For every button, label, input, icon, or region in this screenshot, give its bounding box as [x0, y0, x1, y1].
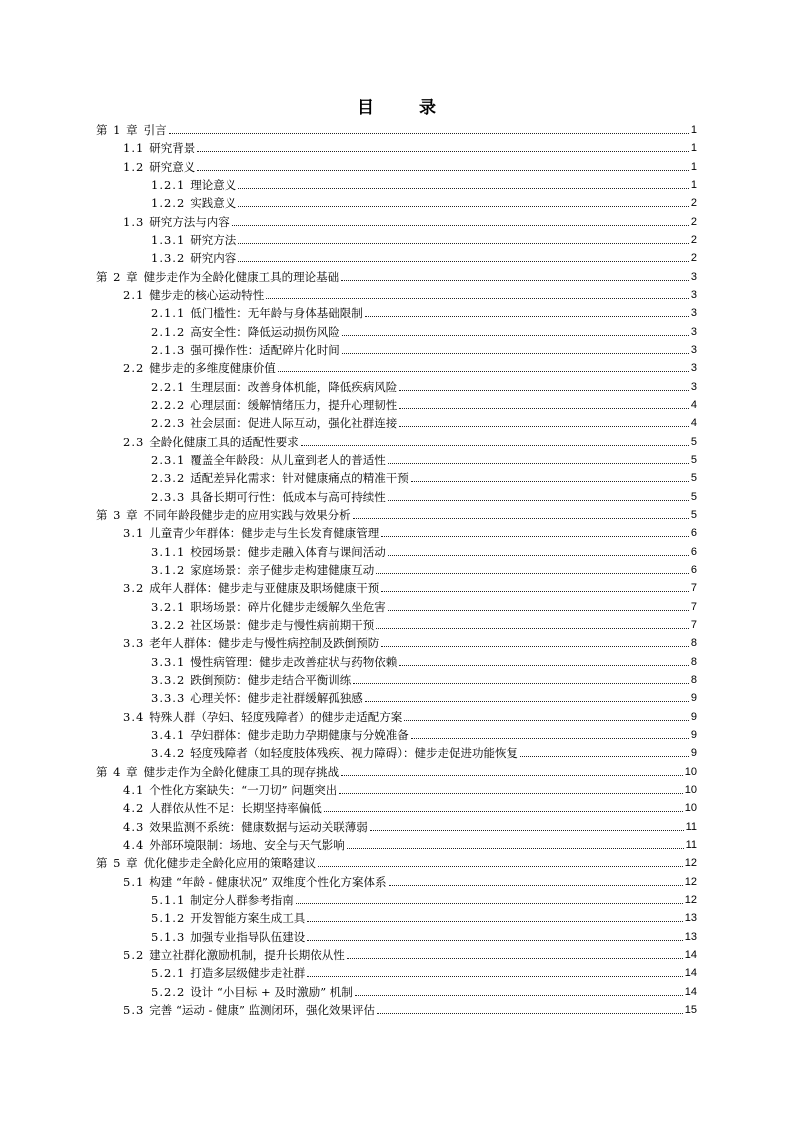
- toc-entry-number: 3.3.2: [151, 672, 186, 687]
- toc-entry-number: 3.4.2: [151, 746, 186, 761]
- toc-dot-leader: [197, 170, 689, 171]
- toc-entry-title: 开发智能方案生成工具: [190, 911, 306, 926]
- toc-entry-page-number: 12: [684, 875, 697, 888]
- toc-entry-number: 3.3.3: [151, 691, 186, 706]
- toc-entry-number: 2.3.3: [151, 489, 186, 504]
- toc-entry-title: 覆盖全年龄段：从儿童到老人的普适性: [190, 452, 386, 467]
- toc-entry[interactable]: [123, 817, 697, 835]
- toc-entry-number: 3.1.1: [151, 544, 186, 559]
- toc-entry[interactable]: [151, 982, 697, 1000]
- toc-entry-page-number: 4: [690, 417, 697, 430]
- toc-entry-title: 心理关怀：健步走社群缓解孤独感: [190, 691, 363, 706]
- toc-dot-leader: [339, 793, 683, 794]
- toc-entry-title: 研究方法: [190, 232, 237, 247]
- toc-entry-page-number: 1: [690, 124, 697, 136]
- toc-entry-number: 1.2: [123, 159, 145, 174]
- toc-entry-number: 第 5 章: [96, 856, 139, 871]
- toc-entry[interactable]: [123, 1000, 697, 1018]
- toc-dot-leader: [232, 225, 689, 226]
- toc-entry-number: 3.4.1: [151, 727, 186, 742]
- toc-entry-number: 第 4 章: [96, 764, 139, 779]
- toc-entry-number: 5.1.2: [151, 911, 186, 926]
- toc-entry-number: 2.3.1: [151, 452, 186, 467]
- toc-dot-leader: [388, 610, 689, 611]
- toc-entry-page-number: 14: [684, 985, 697, 998]
- toc-entry-title: 生理层面：改善身体机能，降低疾病风险: [190, 379, 398, 394]
- toc-entry[interactable]: [151, 395, 697, 413]
- toc-entry-number: 5.1.1: [151, 892, 186, 907]
- toc-entry-title: 轻度残障者（如轻度肢体残疾、视力障碍）：健步走促进功能恢复: [190, 746, 519, 761]
- toc-entry-title: 全龄化健康工具的适配性要求: [149, 434, 299, 449]
- toc-entry-page-number: 3: [690, 343, 697, 356]
- toc-entry-title: 打造多层级健步走社群: [190, 966, 306, 981]
- toc-dot-leader: [381, 591, 689, 592]
- toc-dot-leader: [301, 445, 689, 446]
- toc-dot-leader: [399, 426, 689, 427]
- toc-dot-leader: [388, 463, 689, 464]
- toc-entry-number: 第 1 章: [96, 123, 139, 137]
- toc-entry[interactable]: [151, 193, 697, 211]
- toc-dot-leader: [411, 738, 689, 739]
- toc-entry-number: 1.3: [123, 214, 145, 229]
- toc-entry-number: 1.3.2: [151, 251, 186, 266]
- toc-entry-title: 老年人群体：健步走与慢性病控制及跌倒预防: [149, 636, 380, 651]
- toc-dot-leader: [388, 555, 689, 556]
- toc-entry[interactable]: [151, 450, 697, 468]
- toc-entry-page-number: 3: [690, 288, 697, 301]
- toc-entry-title: 儿童青少年群体：健步走与生长发育健康管理: [149, 526, 380, 541]
- toc-entry-number: 5.1.3: [151, 929, 186, 944]
- toc-entry[interactable]: [123, 138, 697, 156]
- toc-entry-number: 3.2.2: [151, 617, 186, 632]
- toc-entry[interactable]: [123, 835, 697, 853]
- toc-entry[interactable]: [151, 413, 697, 431]
- toc-entry[interactable]: [123, 780, 697, 798]
- toc-entry-page-number: 11: [685, 838, 697, 851]
- toc-entry[interactable]: [151, 322, 697, 340]
- toc-entry-page-number: 15: [684, 1003, 697, 1016]
- toc-entry-title: 慢性病管理：健步走改善症状与药物依赖: [190, 654, 398, 669]
- toc-entry-page-number: 6: [690, 545, 697, 558]
- toc-entry-number: 3.1.2: [151, 562, 186, 577]
- toc-entry[interactable]: [123, 872, 697, 890]
- toc-entry-number: 1.1: [123, 141, 145, 156]
- toc-entry-title: 研究方法与内容: [149, 214, 230, 229]
- toc-dot-leader: [296, 903, 683, 904]
- toc-entry-title: 具备长期可行性：低成本与高可持续性: [190, 489, 386, 504]
- toc-entry-number: 1.2.2: [151, 196, 186, 211]
- toc-entry[interactable]: [151, 340, 697, 358]
- toc-entry-title: 加强专业指导队伍建设: [190, 929, 306, 944]
- toc-dot-leader: [341, 280, 689, 281]
- toc-dot-leader: [347, 848, 684, 849]
- toc-entry-title: 健步走作为全龄化健康工具的理论基础: [143, 269, 340, 284]
- toc-entry-page-number: 2: [690, 197, 697, 210]
- toc-entry-number: 5.2.1: [151, 966, 186, 981]
- toc-title: 目 录: [357, 98, 450, 118]
- toc-entry[interactable]: [123, 633, 697, 651]
- toc-entry-page-number: 12: [684, 893, 697, 906]
- toc-entry-number: 3.3: [123, 636, 145, 651]
- toc-entry[interactable]: [151, 542, 697, 560]
- toc-dot-leader: [353, 518, 689, 519]
- toc-entry-number: 5.2: [123, 947, 145, 962]
- toc-entry-title: 引言: [143, 123, 167, 137]
- toc-entry-number: 2.1: [123, 287, 145, 302]
- toc-entry[interactable]: [123, 432, 697, 450]
- toc-entry-page-number: 10: [684, 765, 697, 778]
- toc-entry-title: 制定分人群参考指南: [190, 892, 294, 907]
- toc-entry-title: 不同年龄段健步走的应用实践与效果分析: [143, 507, 351, 522]
- toc-entry[interactable]: [123, 945, 697, 963]
- toc-dot-leader: [307, 976, 682, 977]
- toc-entry-page-number: 5: [690, 508, 697, 521]
- toc-entry[interactable]: [151, 597, 697, 615]
- toc-entry-title: 社区场景：健步走与慢性病前期干预: [190, 617, 375, 632]
- toc-dot-leader: [341, 775, 683, 776]
- toc-dot-leader: [381, 646, 689, 647]
- toc-dot-leader: [169, 133, 689, 134]
- toc-entry-page-number: 3: [690, 380, 697, 393]
- toc-entry-title: 成年人群体：健步走与亚健康及职场健康干预: [149, 581, 380, 596]
- toc-entry-title: 实践意义: [190, 196, 237, 211]
- toc-entry-page-number: 6: [690, 563, 697, 576]
- toc-entry-number: 2.2.3: [151, 416, 186, 431]
- toc-dot-leader: [389, 885, 683, 886]
- toc-entry-page-number: 3: [690, 270, 697, 283]
- toc-entry[interactable]: [151, 890, 697, 908]
- toc-entry-number: 1.2.1: [151, 177, 186, 192]
- toc-dot-leader: [342, 353, 689, 354]
- toc-entry-number: 3.4: [123, 709, 145, 724]
- toc-entry-title: 低门槛性：无年龄与身体基础限制: [190, 306, 363, 321]
- toc-entry-title: 职场场景：碎片化健步走缓解久坐危害: [190, 599, 386, 614]
- toc-entry-title: 人群依从性不足：长期坚持率偏低: [149, 801, 322, 816]
- toc-entry-page-number: 10: [684, 783, 697, 796]
- toc-entry[interactable]: [96, 853, 697, 871]
- toc-dot-leader: [238, 261, 689, 262]
- toc-entry-title: 高安全性：降低运动损伤风险: [190, 324, 340, 339]
- toc-entry-page-number: 5: [690, 490, 697, 503]
- toc-dot-leader: [355, 995, 683, 996]
- toc-entry-title: 完善 “运动 - 健康” 监测闭环，强化效果评估: [149, 1002, 376, 1017]
- toc-entry[interactable]: [151, 560, 697, 578]
- toc-entry-number: 2.2: [123, 361, 145, 376]
- toc-entry-page-number: 2: [690, 215, 697, 228]
- toc-dot-leader: [388, 500, 689, 501]
- toc-entry[interactable]: [151, 230, 697, 248]
- toc-entry[interactable]: [123, 798, 697, 816]
- toc-dot-leader: [307, 921, 682, 922]
- toc-entry-title: 个性化方案缺失：“一刀切” 问题突出: [149, 782, 338, 797]
- toc-entry-page-number: 5: [690, 472, 697, 485]
- toc-entry-page-number: 5: [690, 453, 697, 466]
- toc-entry-number: 5.3: [123, 1002, 145, 1017]
- toc-entry[interactable]: [151, 688, 697, 706]
- toc-entry-page-number: 1: [690, 160, 697, 173]
- toc-entry-number: 2.1.1: [151, 306, 186, 321]
- toc-entry[interactable]: [151, 652, 697, 670]
- toc-entry-title: 理论意义: [190, 177, 237, 192]
- toc-entry-number: 2.2.1: [151, 379, 186, 394]
- toc-entry[interactable]: [151, 303, 697, 321]
- toc-entry[interactable]: [151, 963, 697, 981]
- toc-dot-leader: [238, 206, 689, 207]
- toc-entry-page-number: 8: [690, 655, 697, 668]
- toc-entry-page-number: 13: [684, 912, 697, 925]
- toc-entry[interactable]: [123, 212, 697, 230]
- toc-entry[interactable]: [151, 615, 697, 633]
- toc-dot-leader: [238, 243, 689, 244]
- toc-dot-leader: [370, 830, 684, 831]
- toc-entry-number: 3.3.1: [151, 654, 186, 669]
- toc-entry-title: 研究内容: [190, 251, 237, 266]
- toc-entry[interactable]: [151, 908, 697, 926]
- toc-entry-number: 5.1: [123, 874, 145, 889]
- toc-entry[interactable]: [151, 743, 697, 761]
- toc-dot-leader: [365, 316, 689, 317]
- toc-entry-page-number: 5: [690, 435, 697, 448]
- toc-dot-leader: [377, 1013, 683, 1014]
- toc-entry-title: 健步走作为全龄化健康工具的现存挑战: [143, 764, 340, 779]
- toc-dot-leader: [520, 756, 689, 757]
- toc-entry-title: 设计 “小目标 + 及时激励” 机制: [190, 984, 353, 999]
- toc-entry[interactable]: [151, 670, 697, 688]
- toc-entry-number: 2.2.2: [151, 397, 186, 412]
- toc-entry-page-number: 12: [684, 857, 697, 870]
- toc-entry-page-number: 9: [690, 728, 697, 741]
- toc-entry[interactable]: [151, 248, 697, 266]
- toc-entry-page-number: 6: [690, 527, 697, 540]
- toc-entry[interactable]: [151, 468, 697, 486]
- toc-entry-page-number: 3: [690, 362, 697, 375]
- toc-entry-title: 校园场景：健步走融入体育与课间活动: [190, 544, 386, 559]
- toc-entry[interactable]: [96, 267, 697, 285]
- toc-entry-number: 2.3: [123, 434, 145, 449]
- toc-entry[interactable]: [123, 707, 697, 725]
- toc-entry-page-number: 7: [690, 618, 697, 631]
- toc-entry-page-number: 3: [690, 325, 697, 338]
- toc-entry-number: 4.1: [123, 782, 145, 797]
- toc-entry[interactable]: [151, 725, 697, 743]
- toc-entry[interactable]: [151, 175, 697, 193]
- toc-entry-number: 2.1.2: [151, 324, 186, 339]
- toc-dot-leader: [411, 481, 689, 482]
- toc-dot-leader: [238, 188, 689, 189]
- toc-dot-leader: [347, 958, 683, 959]
- toc-entry-page-number: 7: [690, 600, 697, 613]
- toc-dot-leader: [399, 665, 689, 666]
- toc-entry-number: 4.3: [123, 819, 145, 834]
- toc-entry[interactable]: [151, 487, 697, 505]
- toc-entry-number: 4.4: [123, 837, 145, 852]
- toc-entry-page-number: 11: [685, 820, 697, 833]
- toc-dot-leader: [376, 628, 689, 629]
- toc-entry-number: 3.1: [123, 526, 145, 541]
- toc-dot-leader: [399, 390, 689, 391]
- toc-entry[interactable]: [96, 120, 697, 138]
- toc-entry-page-number: 4: [690, 398, 697, 411]
- toc-entry[interactable]: [151, 377, 697, 395]
- toc-dot-leader: [353, 683, 689, 684]
- toc-entry[interactable]: [123, 578, 697, 596]
- toc-entry-number: 4.2: [123, 801, 145, 816]
- toc-entry-title: 健步走的核心运动特性: [149, 287, 265, 302]
- toc-entry-title: 健步走的多维度健康价值: [149, 361, 276, 376]
- toc-entry-title: 强可操作性：适配碎片化时间: [190, 342, 340, 357]
- toc-entry-title: 研究背景: [149, 141, 196, 156]
- toc-entry-title: 跌倒预防：健步走结合平衡训练: [190, 672, 352, 687]
- toc-dot-leader: [197, 151, 689, 152]
- toc-entry-page-number: 1: [690, 178, 697, 191]
- toc-entry-number: 3.2.1: [151, 599, 186, 614]
- toc-entry[interactable]: [123, 285, 697, 303]
- toc-entry[interactable]: [123, 523, 697, 541]
- toc-entry-title: 构建 “年龄 - 健康状况” 双维度个性化方案体系: [149, 874, 387, 889]
- toc-dot-leader: [278, 371, 689, 372]
- toc-entry-page-number: 13: [684, 930, 697, 943]
- toc-entry-page-number: 1: [690, 142, 697, 155]
- toc-dot-leader: [342, 335, 689, 336]
- toc-entry-title: 适配差异化需求：针对健康痛点的精准干预: [190, 471, 409, 486]
- toc-entry-page-number: 9: [690, 692, 697, 705]
- toc-entry-title: 研究意义: [149, 159, 196, 174]
- toc-entry-page-number: 10: [684, 802, 697, 815]
- toc-dot-leader: [399, 408, 689, 409]
- toc-dot-leader: [365, 701, 689, 702]
- toc-dot-leader: [404, 720, 689, 721]
- toc-dot-leader: [376, 573, 689, 574]
- toc-entry-number: 1.3.1: [151, 232, 186, 247]
- toc-entry[interactable]: [96, 505, 697, 523]
- toc-entry-page-number: 7: [690, 582, 697, 595]
- toc-dot-leader: [324, 811, 683, 812]
- toc-entry-title: 外部环境限制：场地、安全与天气影响: [149, 837, 345, 852]
- toc-entry-title: 效果监测不系统：健康数据与运动关联薄弱: [149, 819, 368, 834]
- toc-entry-page-number: 9: [690, 747, 697, 760]
- toc-entry-page-number: 9: [690, 710, 697, 723]
- toc-entry-title: 心理层面：缓解情绪压力，提升心理韧性: [190, 397, 398, 412]
- toc-entry-title: 优化健步走全龄化应用的策略建议: [143, 856, 317, 871]
- toc-entry-number: 2.3.2: [151, 471, 186, 486]
- toc-entry-title: 孕妇群体：健步走助力孕期健康与分娩准备: [190, 727, 409, 742]
- toc-entry-page-number: 8: [690, 637, 697, 650]
- toc-entry[interactable]: [123, 358, 697, 376]
- toc-entry-title: 特殊人群（孕妇、轻度残障者）的健步走适配方案: [149, 709, 403, 724]
- toc-entry-number: 5.2.2: [151, 984, 186, 999]
- toc-dot-leader: [266, 298, 689, 299]
- toc-dot-leader: [318, 866, 683, 867]
- toc-entry-page-number: 2: [690, 233, 697, 246]
- toc-entry-page-number: 14: [684, 967, 697, 980]
- toc-entry-page-number: 8: [690, 673, 697, 686]
- toc-entry-title: 家庭场景：亲子健步走构建健康互动: [190, 562, 375, 577]
- toc-entry-title: 社会层面：促进人际互动，强化社群连接: [190, 416, 398, 431]
- toc-entry-page-number: 2: [690, 252, 697, 265]
- toc-entry-number: 3.2: [123, 581, 145, 596]
- toc-dot-leader: [307, 940, 682, 941]
- toc-entry-number: 2.1.3: [151, 342, 186, 357]
- toc-entry[interactable]: [96, 762, 697, 780]
- toc-entry-page-number: 14: [684, 948, 697, 961]
- toc-entry[interactable]: [123, 157, 697, 175]
- toc-entry-number: 第 3 章: [96, 507, 139, 522]
- toc-entry-title: 建立社群化激励机制，提升长期依从性: [149, 947, 345, 962]
- toc-entry-page-number: 3: [690, 307, 697, 320]
- toc-dot-leader: [381, 536, 689, 537]
- toc-entry-number: 第 2 章: [96, 269, 139, 284]
- toc-entry[interactable]: [151, 927, 697, 945]
